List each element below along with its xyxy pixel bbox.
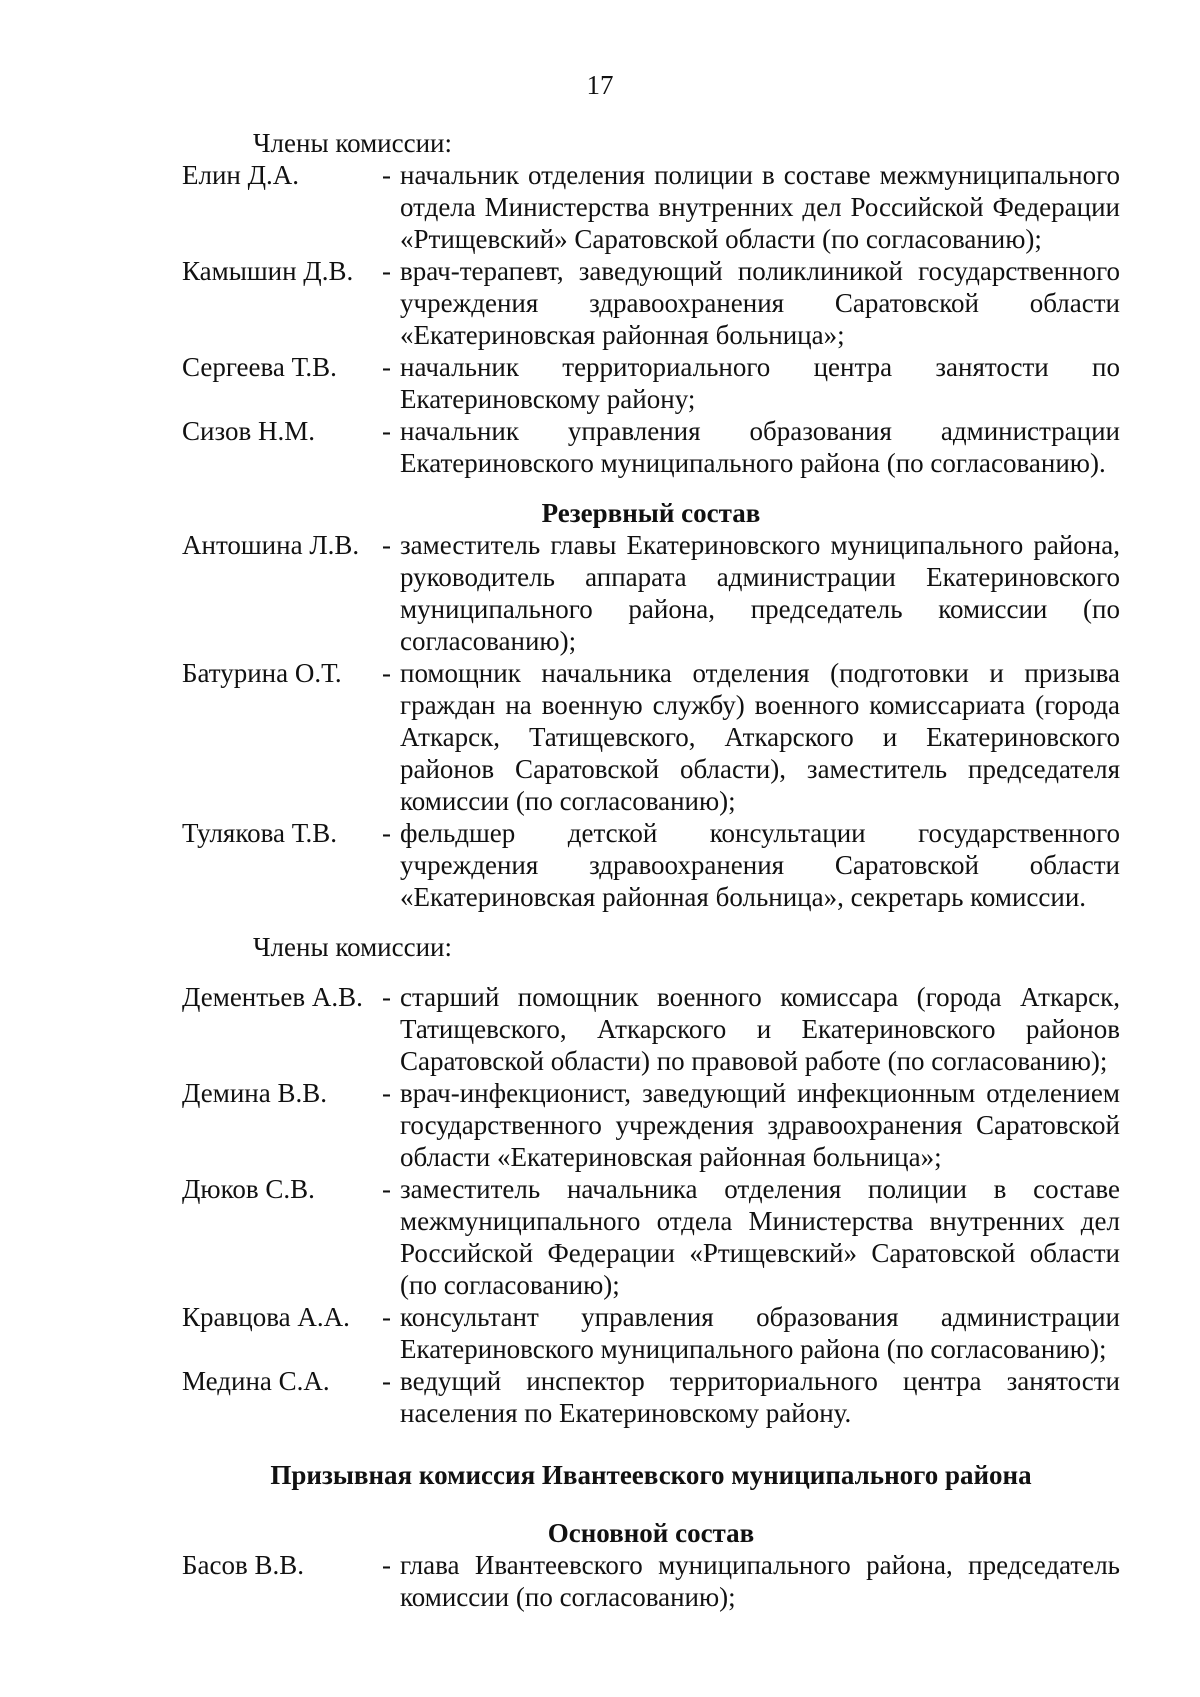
member-entry — [182, 415, 1120, 479]
dash: - — [382, 1174, 391, 1204]
member-role: начальник территориального центра занятости по Екатериновскому району; — [400, 352, 1120, 414]
member-name: Елин Д.А. — [182, 160, 300, 190]
member-role: ведущий инспектор территориального центра занятости населения по Екатериновскому району. — [400, 1366, 1120, 1428]
member-name: Дюков С.В. — [182, 1174, 315, 1204]
member-entry — [182, 1173, 1120, 1301]
member-entry — [182, 657, 1120, 817]
member-entry — [182, 1077, 1120, 1173]
member-role: врач-инфекционист, заведующий инфекционным отделением государственного учреждения здравоохранения Саратовской области «Екатериновская районная больница»; — [400, 1078, 1120, 1172]
member-entry — [182, 255, 1120, 351]
dash: - — [382, 352, 391, 382]
member-name: Басов В.В. — [182, 1550, 304, 1580]
member-role: начальник управления образования администрации Екатериновского муниципального района (по согласованию). — [400, 416, 1120, 478]
member-role: глава Ивантеевского муниципального района, председатель комиссии (по согласованию); — [400, 1550, 1120, 1612]
member-name: Камышин Д.В. — [182, 256, 354, 286]
member-entry — [182, 159, 1120, 255]
member-list — [182, 981, 1120, 1429]
dash: - — [382, 818, 391, 848]
member-name: Сергеева Т.В. — [182, 352, 337, 382]
member-role: консультант управления образования администрации Екатериновского муниципального района (по согласованию); — [400, 1302, 1120, 1364]
member-name: Батурина О.Т. — [182, 658, 342, 688]
document-body — [182, 127, 1120, 1613]
member-role: заместитель главы Екатериновского муниципального района, руководитель аппарата администрации Екатериновского муниципального района, председатель комиссии (по согласованию); — [400, 530, 1120, 656]
member-entry — [182, 351, 1120, 415]
dash: - — [382, 416, 391, 446]
dash: - — [382, 1302, 391, 1332]
member-role: фельдшер детской консультации государственного учреждения здравоохранения Саратовской области «Екатериновская районная больница», секретарь комиссии. — [400, 818, 1120, 912]
member-role: начальник отделения полиции в составе межмуниципального отдела Министерства внутренних дел Российской Федерации «Ртищевский» Саратовской области (по согласованию); — [400, 160, 1120, 254]
dash: - — [382, 160, 391, 190]
member-name: Тулякова Т.В. — [182, 818, 338, 848]
dash: - — [382, 658, 391, 688]
member-entry — [182, 1549, 1120, 1613]
page-number: 17 — [586, 70, 614, 100]
member-name: Демина В.В. — [182, 1078, 327, 1108]
member-name: Антошина Л.В. — [182, 530, 360, 560]
member-list — [182, 159, 1120, 479]
member-role: заместитель начальника отделения полиции в составе межмуниципального отдела Министерства внутренних дел Российской Федерации «Ртищевский» Саратовской области (по согласованию); — [400, 1174, 1120, 1300]
member-name: Дементьев А.В. — [182, 982, 363, 1012]
members-label: Члены комиссии: — [253, 128, 452, 158]
member-list — [182, 1549, 1120, 1613]
dash: - — [382, 1078, 391, 1108]
member-entry — [182, 981, 1120, 1077]
members-label: Члены комиссии: — [253, 932, 452, 962]
member-entry — [182, 1365, 1120, 1429]
commission-heading: Призывная комиссия Ивантеевского муниципального района — [270, 1460, 1032, 1490]
member-entry — [182, 1301, 1120, 1365]
section-heading: Основной состав — [547, 1518, 755, 1548]
dash: - — [382, 256, 391, 286]
section-heading: Резервный состав — [541, 498, 761, 528]
member-entry — [182, 529, 1120, 657]
dash: - — [382, 1550, 391, 1580]
member-list — [182, 529, 1120, 913]
member-name: Кравцова А.А. — [182, 1302, 350, 1332]
member-name: Медина С.А. — [182, 1366, 330, 1396]
dash: - — [382, 530, 391, 560]
member-name: Сизов Н.М. — [182, 416, 315, 446]
member-role: врач-терапевт, заведующий поликлиникой государственного учреждения здравоохранения Саратовской области «Екатериновская районная больница»; — [400, 256, 1120, 350]
member-entry — [182, 817, 1120, 913]
member-role: помощник начальника отделения (подготовки и призыва граждан на военную службу) военного комиссариата (города Аткарск, Татищевского, Аткарского и Екатериновского районов Саратовской области), заместитель председателя комиссии (по согласованию); — [400, 658, 1120, 816]
member-role: старший помощник военного комиссара (города Аткарск, Татищевского, Аткарского и Екатериновского районов Саратовской области) по правовой работе (по согласованию); — [400, 982, 1120, 1076]
dash: - — [382, 982, 391, 1012]
dash: - — [382, 1366, 391, 1396]
